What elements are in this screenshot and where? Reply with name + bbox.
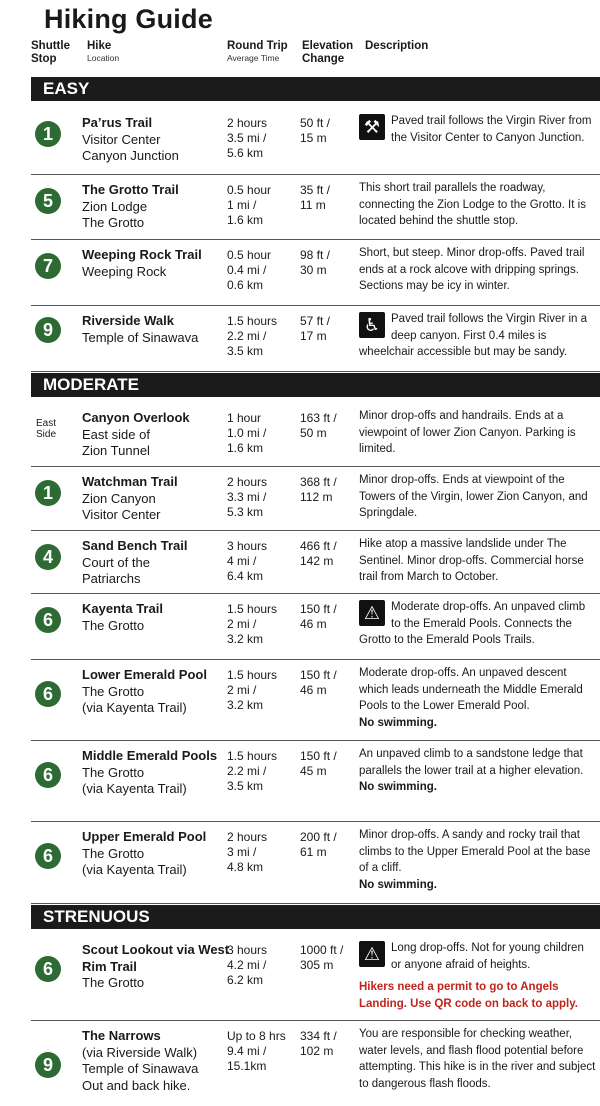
round-trip-time: 0.5 hour <box>227 248 272 262</box>
trail-description <box>359 940 597 1012</box>
round-trip-miles: 2 mi / <box>227 617 257 631</box>
elevation-change <box>300 314 358 344</box>
elevation-feet: 466 ft / <box>300 539 337 553</box>
round-trip <box>227 539 301 584</box>
trail-location: (via Kayenta Trail) <box>82 862 187 877</box>
trail-description <box>359 472 597 522</box>
elevation-change <box>300 943 358 973</box>
round-trip-time: 1.5 hours <box>227 314 278 328</box>
elevation-meters: 45 m <box>300 764 327 778</box>
round-trip-miles: 3.5 mi / <box>227 131 267 145</box>
elevation-change <box>300 539 358 569</box>
trail-name: Riverside Walk <box>82 313 175 328</box>
round-trip-time: 1 hour <box>227 411 262 425</box>
round-trip-time: 2 hours <box>227 475 268 489</box>
trail-location: Court of the <box>82 554 150 570</box>
round-trip-km: 3.5 km <box>227 344 264 358</box>
round-trip-miles: 1 mi / <box>227 198 257 212</box>
page-title: Hiking Guide <box>44 4 213 34</box>
round-trip-time: 1.5 hours <box>227 749 278 763</box>
header-hike-sub: Location <box>87 53 120 63</box>
round-trip-miles: 1.0 mi / <box>227 426 267 440</box>
elevation-meters: 46 m <box>300 617 327 631</box>
elevation-change <box>300 411 358 441</box>
trail-name-block <box>82 601 232 634</box>
section-moderate: MODERATE <box>31 373 600 397</box>
description-text: Moderate drop-offs. An unpaved climb to the Emerald Pools. Connects the Grotto to the Emerald Pools Trails. <box>359 601 586 646</box>
trail-name: Middle Emerald Pools <box>82 748 218 763</box>
trail-name: Pa’rus Trail <box>82 115 153 130</box>
round-trip <box>227 602 301 647</box>
trail-name-block <box>82 538 232 588</box>
trail-location: Canyon Junction <box>82 148 179 163</box>
round-trip-km: 5.6 km <box>227 146 264 160</box>
elevation-change <box>300 183 358 213</box>
elevation-change <box>300 248 358 278</box>
round-trip-time: 2 hours <box>227 116 268 130</box>
elevation-change <box>300 749 358 779</box>
description-text: You are responsible for checking weather, water levels, and flash flood potential before attempting. This hike is in the river and subject to dangerous flash floods. <box>359 1028 596 1090</box>
permit-warning: Hikers need a permit to go to Angels Landing. Use QR code on back to apply. <box>359 981 578 1010</box>
description-text: This short trail parallels the roadway, connecting the Zion Lodge to the Grotto. It is located behind the shuttle stop. <box>359 182 586 227</box>
elevation-meters: 17 m <box>300 329 327 343</box>
trail-row <box>31 402 600 467</box>
description-text: Long drop-offs. Not for young children or anyone afraid of heights. <box>391 942 584 971</box>
elevation-feet: 368 ft / <box>300 475 337 489</box>
section-easy: EASY <box>31 77 600 101</box>
trail-location: The Grotto <box>82 683 145 699</box>
round-trip-time: 0.5 hour <box>227 183 272 197</box>
description-text: Moderate drop-offs. An unpaved descent which leads underneath the Middle Emerald Pools to the Lower Emerald Pool. <box>359 667 583 712</box>
round-trip-km: 3.2 km <box>227 698 264 712</box>
trail-description <box>359 408 597 458</box>
round-trip <box>227 830 301 875</box>
trail-location: Out and back hike. <box>82 1077 191 1093</box>
trail-description <box>359 599 597 649</box>
header-hike-label: Hike <box>87 40 112 52</box>
trail-row <box>31 305 600 372</box>
trail-row <box>31 593 600 660</box>
trail-row <box>31 659 600 741</box>
shuttle-stop-badge: 9 <box>35 1052 61 1078</box>
trail-location: The Grotto <box>82 215 145 230</box>
trail-location: Temple of Sinawava <box>82 1061 199 1076</box>
elevation-meters: 11 m <box>300 198 326 212</box>
header-round-trip-sub: Average Time <box>227 53 280 63</box>
elevation-meters: 30 m <box>300 263 327 277</box>
round-trip-miles: 2.2 mi / <box>227 764 267 778</box>
elevation-feet: 1000 ft / <box>300 943 344 957</box>
shuttle-stop-badge: 6 <box>35 956 61 982</box>
trail-name: Scout Lookout via West Rim Trail <box>82 942 230 974</box>
description-text: Hike atop a massive landslide under The Sentinel. Minor drop-offs. Commercial horse trail from March to October. <box>359 538 584 583</box>
elevation-feet: 35 ft / <box>300 183 331 197</box>
description-text: An unpaved climb to a sandstone ledge that parallels the lower trail at a higher elevation. <box>359 748 584 777</box>
trail-name-block <box>82 115 232 165</box>
trail-name-block <box>82 474 232 524</box>
shuttle-stop-badge: 6 <box>35 607 61 633</box>
round-trip-km: 6.4 km <box>227 569 264 583</box>
round-trip <box>227 749 301 794</box>
trail-location: East side of <box>82 426 150 442</box>
trail-description <box>359 1026 597 1092</box>
round-trip-km: 1.6 km <box>227 213 264 227</box>
trail-row <box>31 821 600 904</box>
round-trip <box>227 475 301 520</box>
round-trip <box>227 183 301 228</box>
trail-location: The Grotto <box>82 975 145 990</box>
shuttle-stop-badge: 5 <box>35 188 61 214</box>
header-round-trip <box>227 40 288 64</box>
trail-location: The Grotto <box>82 764 145 780</box>
elevation-meters: 112 m <box>300 490 333 504</box>
header-elevation: Elevation Change <box>302 40 354 65</box>
shuttle-stop-badge: 6 <box>35 843 61 869</box>
trail-name-block <box>82 410 232 460</box>
elevation-meters: 305 m <box>300 958 334 972</box>
header-round-trip-label: Round Trip <box>227 40 288 52</box>
round-trip-km: 0.6 km <box>227 278 264 292</box>
elevation-feet: 334 ft / <box>300 1029 337 1043</box>
header-shuttle-stop: Shuttle Stop <box>31 40 70 65</box>
trail-row <box>31 1020 600 1106</box>
round-trip-time: 3 hours <box>227 943 268 957</box>
dog-leash-icon: ⚒ <box>359 114 385 140</box>
description-text: Short, but steep. Minor drop-offs. Paved trail ends at a rock alcove with dripping springs. Sections may be icy in winter. <box>359 247 585 292</box>
trail-description <box>359 665 597 731</box>
elevation-change <box>300 1029 358 1059</box>
round-trip-miles: 9.4 mi / <box>227 1044 267 1058</box>
elevation-change <box>300 116 358 146</box>
trail-location: Zion Tunnel <box>82 443 150 458</box>
trail-description <box>359 827 597 893</box>
trail-location: (via Kayenta Trail) <box>82 781 187 796</box>
trail-description <box>359 113 597 146</box>
trail-name: Sand Bench Trail <box>82 538 188 553</box>
elevation-meters: 61 m <box>300 845 327 859</box>
elevation-change <box>300 475 358 505</box>
trail-name: The Grotto Trail <box>82 182 179 197</box>
trail-name: Upper Emerald Pool <box>82 829 207 844</box>
elevation-meters: 102 m <box>300 1044 334 1058</box>
elevation-feet: 98 ft / <box>300 248 331 262</box>
shuttle-stop-badge: 4 <box>35 544 61 570</box>
round-trip-km: 15.1km <box>227 1059 267 1073</box>
round-trip-km: 1.6 km <box>227 441 264 455</box>
round-trip <box>227 314 301 359</box>
elevation-feet: 57 ft / <box>300 314 331 328</box>
trail-row <box>31 530 600 594</box>
trail-name-block <box>82 313 232 346</box>
trail-name-block <box>82 1028 232 1094</box>
elevation-change <box>300 830 358 860</box>
trail-name-block <box>82 182 232 232</box>
trail-row <box>31 934 600 1021</box>
shuttle-stop-badge: 6 <box>35 681 61 707</box>
trail-name: Weeping Rock Trail <box>82 247 202 262</box>
section-strenuous: STRENUOUS <box>31 905 600 929</box>
header-hike <box>87 40 119 64</box>
trail-description <box>359 746 597 796</box>
round-trip-km: 4.8 km <box>227 860 264 874</box>
trail-description <box>359 245 597 295</box>
shuttle-stop-badge: 1 <box>35 121 61 147</box>
trail-name: The Narrows <box>82 1028 161 1043</box>
trail-location: Zion Canyon <box>82 490 156 506</box>
round-trip-miles: 2 mi / <box>227 683 257 697</box>
elevation-meters: 46 m <box>300 683 327 697</box>
trail-location: (via Kayenta Trail) <box>82 700 187 715</box>
round-trip <box>227 1029 301 1074</box>
round-trip-miles: 4 mi / <box>227 554 257 568</box>
trail-name-block <box>82 829 232 879</box>
shuttle-stop-badge: 1 <box>35 480 61 506</box>
round-trip-time: 1.5 hours <box>227 668 278 682</box>
elevation-feet: 150 ft / <box>300 668 337 682</box>
round-trip-km: 6.2 km <box>227 973 264 987</box>
trail-name: Kayenta Trail <box>82 601 163 616</box>
elevation-meters: 142 m <box>300 554 334 568</box>
trail-row <box>31 466 600 531</box>
round-trip <box>227 116 301 161</box>
round-trip-miles: 0.4 mi / <box>227 263 267 277</box>
trail-name: Watchman Trail <box>82 474 178 489</box>
header-description: Description <box>365 40 429 52</box>
round-trip <box>227 411 301 456</box>
description-text: Minor drop-offs. A sandy and rocky trail that climbs to the Upper Emerald Pool at the base of a cliff. <box>359 829 591 874</box>
shuttle-stop-badge: 9 <box>35 317 61 343</box>
shuttle-stop-side: East Side <box>35 418 56 440</box>
round-trip-miles: 2.2 mi / <box>227 329 267 343</box>
elevation-change <box>300 668 358 698</box>
trail-name-block <box>82 247 232 280</box>
elevation-feet: 200 ft / <box>300 830 337 844</box>
round-trip <box>227 668 301 713</box>
trail-description <box>359 536 597 586</box>
trail-name-block <box>82 748 232 798</box>
trail-row <box>31 740 600 822</box>
trail-name: Canyon Overlook <box>82 410 190 425</box>
round-trip-km: 3.2 km <box>227 632 264 646</box>
shuttle-stop-badge: 6 <box>35 762 61 788</box>
round-trip-time: 3 hours <box>227 539 268 553</box>
elevation-change <box>300 602 358 632</box>
elevation-feet: 150 ft / <box>300 602 337 616</box>
round-trip-km: 3.5 km <box>227 779 264 793</box>
trail-row <box>31 239 600 306</box>
description-text: Minor drop-offs and handrails. Ends at a viewpoint of lower Zion Canyon. Parking is limited. <box>359 410 576 455</box>
round-trip-miles: 4.2 mi / <box>227 958 267 972</box>
trail-location: The Grotto <box>82 845 145 861</box>
trail-location: (via Riverside Walk) <box>82 1044 198 1060</box>
elevation-feet: 50 ft / <box>300 116 331 130</box>
trail-description <box>359 311 597 361</box>
round-trip-time: 2 hours <box>227 830 268 844</box>
trail-location: Visitor Center <box>82 507 161 522</box>
trail-location: Patriarchs <box>82 571 141 586</box>
elevation-meters: 50 m <box>300 426 327 440</box>
trail-description <box>359 180 597 230</box>
trail-row <box>31 107 600 175</box>
elevation-meters: 15 m <box>300 131 327 145</box>
round-trip-miles: 3 mi / <box>227 845 257 859</box>
round-trip-time: 1.5 hours <box>227 602 278 616</box>
round-trip-miles: 3.3 mi / <box>227 490 267 504</box>
shuttle-stop-badge: 7 <box>35 253 61 279</box>
trail-location: Visitor Center <box>82 131 161 147</box>
description-text: Minor drop-offs. Ends at viewpoint of the Towers of the Virgin, lower Zion Canyon, and Springdale. <box>359 474 588 519</box>
drop-off-icon: ⚠ <box>359 600 385 626</box>
trail-name-block <box>82 942 232 992</box>
no-swimming-note: No swimming. <box>359 716 437 729</box>
round-trip <box>227 943 301 988</box>
drop-off-icon: ⚠ <box>359 941 385 967</box>
trail-location: The Grotto <box>82 617 145 633</box>
elevation-feet: 150 ft / <box>300 749 337 763</box>
description-text: Paved trail follows the Virgin River in a deep canyon. First 0.4 miles is wheelchair accessible but may be sandy. <box>359 313 588 358</box>
round-trip <box>227 248 301 293</box>
no-swimming-note: No swimming. <box>359 878 437 891</box>
round-trip-time: Up to 8 hrs <box>227 1029 286 1043</box>
round-trip-km: 5.3 km <box>227 505 264 519</box>
trail-location: Weeping Rock <box>82 263 167 279</box>
trail-row <box>31 174 600 240</box>
no-swimming-note: No swimming. <box>359 781 437 793</box>
trail-name: Lower Emerald Pool <box>82 667 207 682</box>
elevation-feet: 163 ft / <box>300 411 337 425</box>
trail-location: Temple of Sinawava <box>82 329 199 345</box>
trail-name-block <box>82 667 232 717</box>
description-text: Paved trail follows the Virgin River from the Visitor Center to Canyon Junction. <box>391 115 592 144</box>
trail-location: Zion Lodge <box>82 198 148 214</box>
wheelchair-icon: ♿ <box>359 312 385 338</box>
